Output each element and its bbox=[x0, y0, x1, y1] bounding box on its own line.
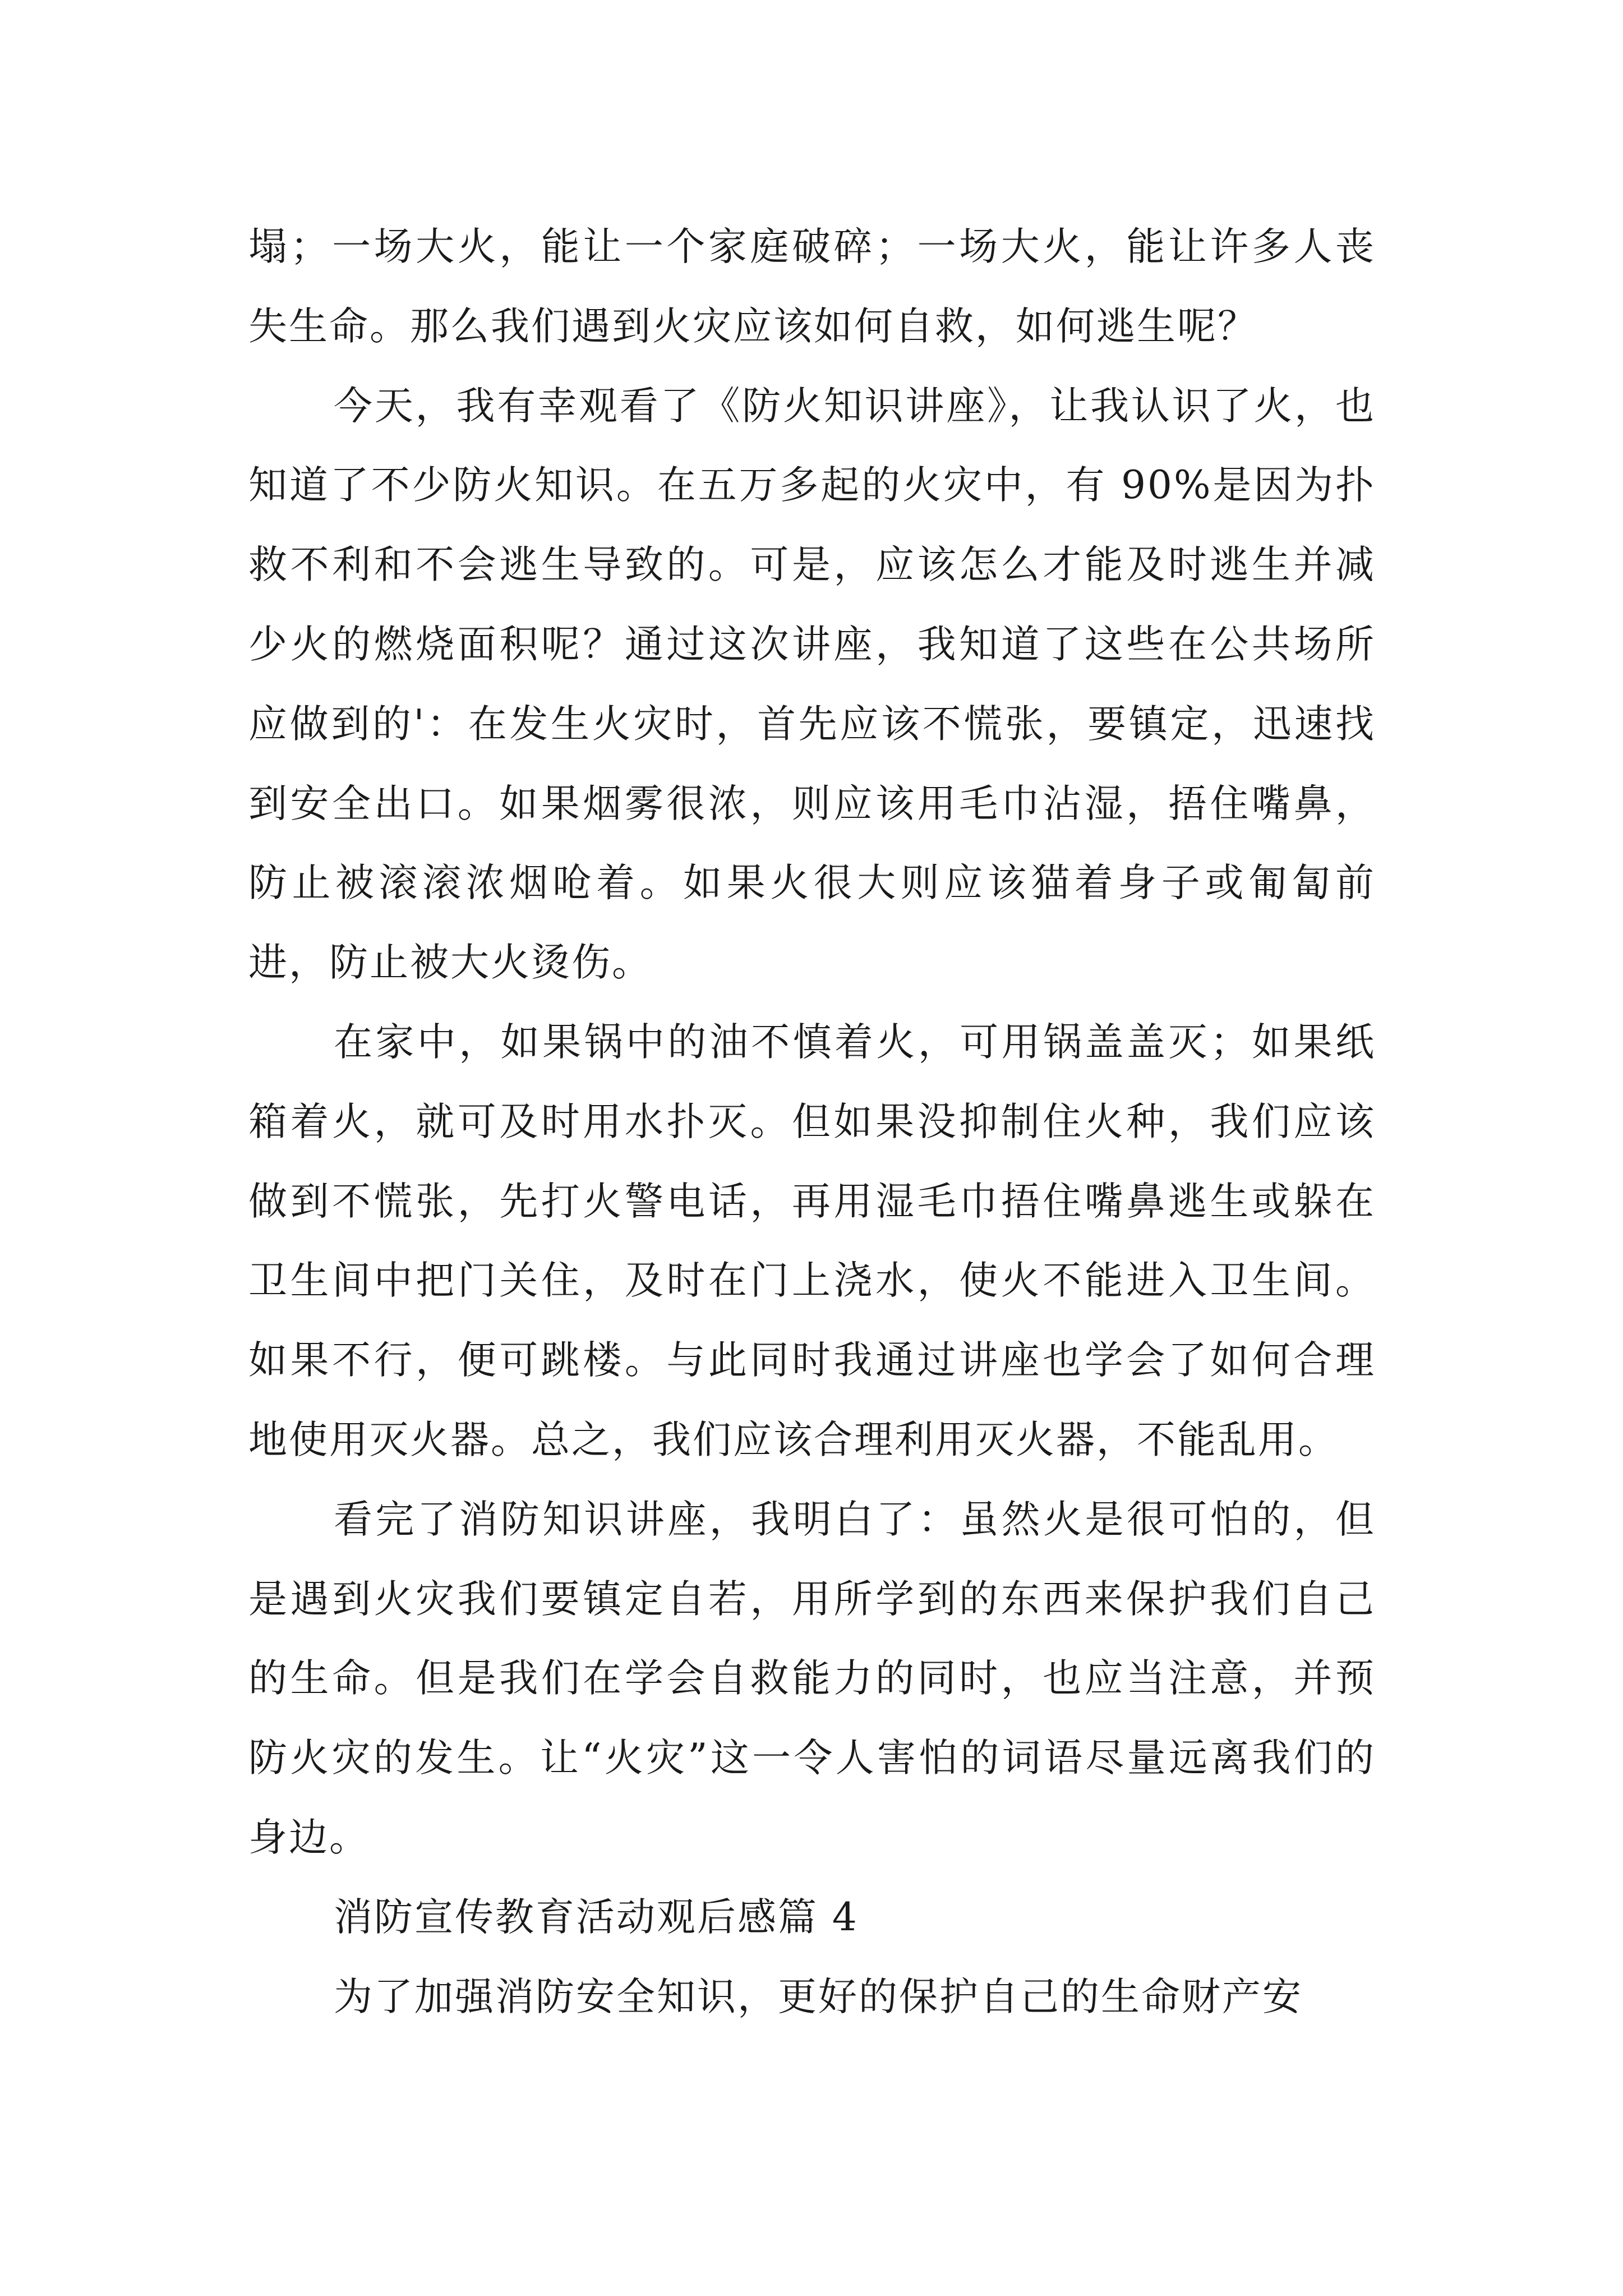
section-heading: 消防宣传教育活动观后感篇 4 bbox=[334, 1894, 859, 1940]
paragraph-lecture: 今天，我有幸观看了《防火知识讲座》，让我认识了火，也知道了不少防火知识。在五万多起的火灾中，有 90%是因为扑救不利和不会逃生导致的。可是，应该怎么才能及时逃生并减少火的燃烧面积呢？通过这次讲座，我知道了这些在公共场所应做到的'：在发生火灾时，首先应该不慌张，要镇定，迅速找到安全出口。如果烟雾很浓，则应该用毛巾沾湿，捂住嘴鼻，防止被滚滚浓烟呛着。如果火很大则应该猫着身子或匍匐前进，防止被大火烫伤。 bbox=[248, 383, 1376, 986]
paragraph-section4-start: 为了加强消防安全知识，更好的保护自己的生命财产安 bbox=[334, 1974, 1303, 2019]
paragraph-continued: 塌；一场大火，能让一个家庭破碎；一场大火，能让许多人丧失生命。那么我们遇到火灾应该如何自救，如何逃生呢？ bbox=[248, 224, 1376, 349]
document-body bbox=[248, 208, 1376, 2037]
paragraph-at-home: 在家中，如果锅中的油不慎着火，可用锅盖盖灭；如果纸箱着火，就可及时用水扑灭。但如果没抑制住火种，我们应该做到不慌张，先打火警电话，再用湿毛巾捂住嘴鼻逃生或躲在卫生间中把门关住，及时在门上浇水，使火不能进入卫生间。如果不行，便可跳楼。与此同时我通过讲座也学会了如何合理地使用灭火器。总之，我们应该合理利用灭火器，不能乱用。 bbox=[248, 1019, 1376, 1462]
paragraph-conclusion: 看完了消防知识讲座，我明白了：虽然火是很可怕的，但是遇到火灾我们要镇定自若，用所学到的东西来保护我们自己的生命。但是我们在学会自救能力的同时，也应当注意，并预防火灾的发生。让“火灾”这一令人害怕的词语尽量远离我们的身边。 bbox=[248, 1497, 1376, 1860]
